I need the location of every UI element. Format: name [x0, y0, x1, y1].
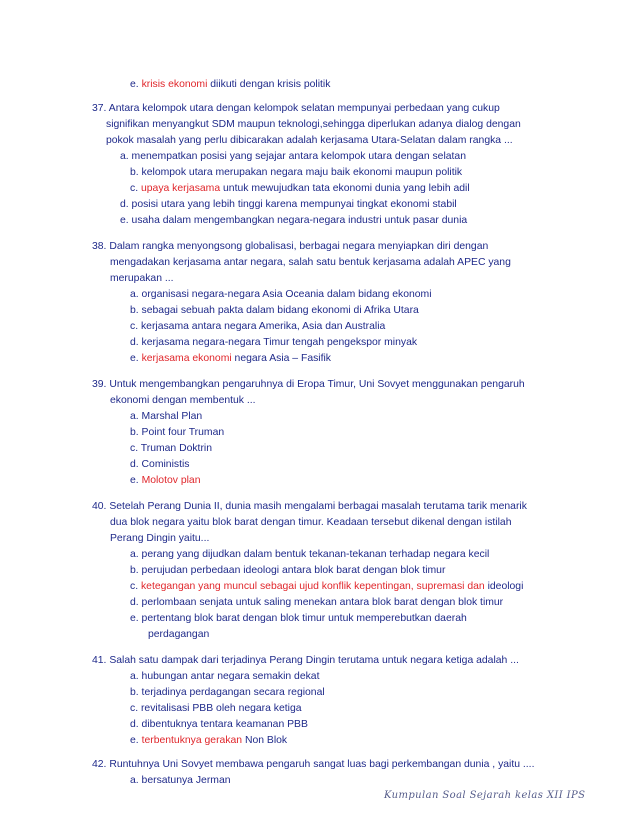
option-letter: c.	[130, 183, 141, 194]
q41-option-c: c. revitalisasi PBB oleh negara ketiga	[130, 703, 302, 714]
q37-option-a: a. menempatkan posisi yang sejajar antara kelompok utara dengan selatan	[120, 151, 466, 162]
option-letter: e.	[130, 353, 142, 364]
answer-highlight: terbentuknya gerakan	[141, 735, 243, 746]
q40-option-d: d. perlombaan senjata untuk saling menekan antara blok barat dengan blok timur	[130, 597, 504, 608]
option-text: untuk mewujudkan tata ekonomi dunia yang lebih adil	[220, 183, 470, 194]
q41-option-e	[130, 734, 287, 748]
q37-option-d: d. posisi utara yang lebih tinggi karena mempunyai tingkat ekonomi stabil	[120, 199, 457, 210]
answer-highlight: krisis ekonomi	[141, 79, 208, 90]
q41-option-d: d. dibentuknya tentara keamanan PBB	[130, 719, 308, 730]
option-letter: e.	[130, 735, 142, 746]
q38-option-b: b. sebagai sebuah pakta dalam bidang ekonomi di Afrika Utara	[130, 305, 419, 316]
q37-option-b: b. kelompok utara merupakan negara maju baik ekonomi maupun politik	[130, 167, 463, 178]
q38-option-d: d. kerjasama negara-negara Timur tengah pengekspor minyak	[130, 337, 418, 348]
q40-option-c	[130, 580, 523, 594]
q36-option-e	[130, 78, 330, 92]
q38-option-e	[130, 352, 331, 366]
answer-highlight: upaya kerjasama	[140, 183, 221, 194]
q39-option-e	[130, 474, 200, 488]
q37-stem-line-3: pokok masalah yang perlu dibicarakan adalah kerjasama Utara-Selatan dalam rangka ...	[106, 135, 513, 146]
q42-stem-line-1: 42. Runtuhnya Uni Sovyet membawa pengaruh sangat luas bagi perkembangan dunia , yaitu ....	[92, 759, 535, 770]
option-text: Non Blok	[242, 735, 288, 746]
answer-highlight: kerjasama ekonomi	[141, 353, 232, 364]
option-text: negara Asia – Fasifik	[231, 353, 331, 364]
q39-option-c: c. Truman Doktrin	[130, 443, 212, 454]
answer-highlight: ketegangan yang muncul sebagai ujud konflik kepentingan, supremasi dan	[140, 581, 485, 592]
q39-stem-line-1: 39. Untuk mengembangkan pengaruhnya di Eropa Timur, Uni Sovyet menggunakan pengaruh	[92, 379, 525, 390]
q38-stem-line-2: mengadakan kerjasama antar negara, salah satu bentuk kerjasama adalah APEC yang	[110, 257, 511, 268]
q38-option-a: a. organisasi negara-negara Asia Oceania dalam bidang ekonomi	[130, 289, 432, 300]
q41-stem-line-1: 41. Salah satu dampak dari terjadinya Perang Dingin terutama untuk negara ketiga adalah ...	[92, 655, 519, 666]
q39-option-a: a. Marshal Plan	[130, 411, 203, 422]
q38-stem-line-3: merupakan ...	[110, 273, 174, 284]
q39-option-b: b. Point four Truman	[130, 427, 225, 438]
q40-stem-line-2: dua blok negara yaitu blok barat dengan timur. Keadaan tersebut dikenal dengan istilah	[110, 517, 512, 528]
q39-option-d: d. Coministis	[130, 459, 190, 470]
q37-option-c	[130, 182, 470, 196]
option-letter: e.	[130, 79, 142, 90]
option-letter: c.	[130, 581, 141, 592]
q38-option-c: c. kerjasama antara negara Amerika, Asia dan Australia	[130, 321, 386, 332]
q42-option-a: a. bersatunya Jerman	[130, 775, 231, 786]
q37-stem-line-2: signifikan menyangkut SDM maupun teknologi,sehingga diperlukan adanya dialog dengan	[106, 119, 521, 130]
q38-stem-line-1: 38. Dalam rangka menyongsong globalisasi, berbagai negara menyiapkan diri dengan	[92, 241, 489, 252]
option-letter: e.	[130, 475, 142, 486]
q41-option-a: a. hubungan antar negara semakin dekat	[130, 671, 320, 682]
q37-option-e: e. usaha dalam mengembangkan negara-negara industri untuk pasar dunia	[120, 215, 468, 226]
option-text: diikuti dengan krisis politik	[207, 79, 331, 90]
answer-highlight: Molotov plan	[141, 475, 201, 486]
option-text: ideologi	[484, 581, 524, 592]
q37-stem-line-1: 37. Antara kelompok utara dengan kelompok selatan mempunyai perbedaan yang cukup	[92, 103, 500, 114]
q40-option-a: a. perang yang dijudkan dalam bentuk tekanan-tekanan terhadap negara kecil	[130, 549, 490, 560]
q40-option-e-line-1: e. pertentang blok barat dengan blok timur untuk memperebutkan daerah	[130, 613, 467, 624]
q40-stem-line-1: 40. Setelah Perang Dunia II, dunia masih mengalami berbagai masalah terutama tarik menarik	[92, 501, 527, 512]
q40-stem-line-3: Perang Dingin yaitu...	[110, 533, 210, 544]
q39-stem-line-2: ekonomi dengan membentuk ...	[110, 395, 256, 406]
q40-option-b: b. perujudan perbedaan ideologi antara blok barat dengan blok timur	[130, 565, 446, 576]
q41-option-b: b. terjadinya perdagangan secara regional	[130, 687, 325, 698]
page-footer: Kumpulan Soal Sejarah kelas XII IPS	[384, 790, 586, 801]
q40-option-e-line-2: perdagangan	[148, 629, 210, 640]
